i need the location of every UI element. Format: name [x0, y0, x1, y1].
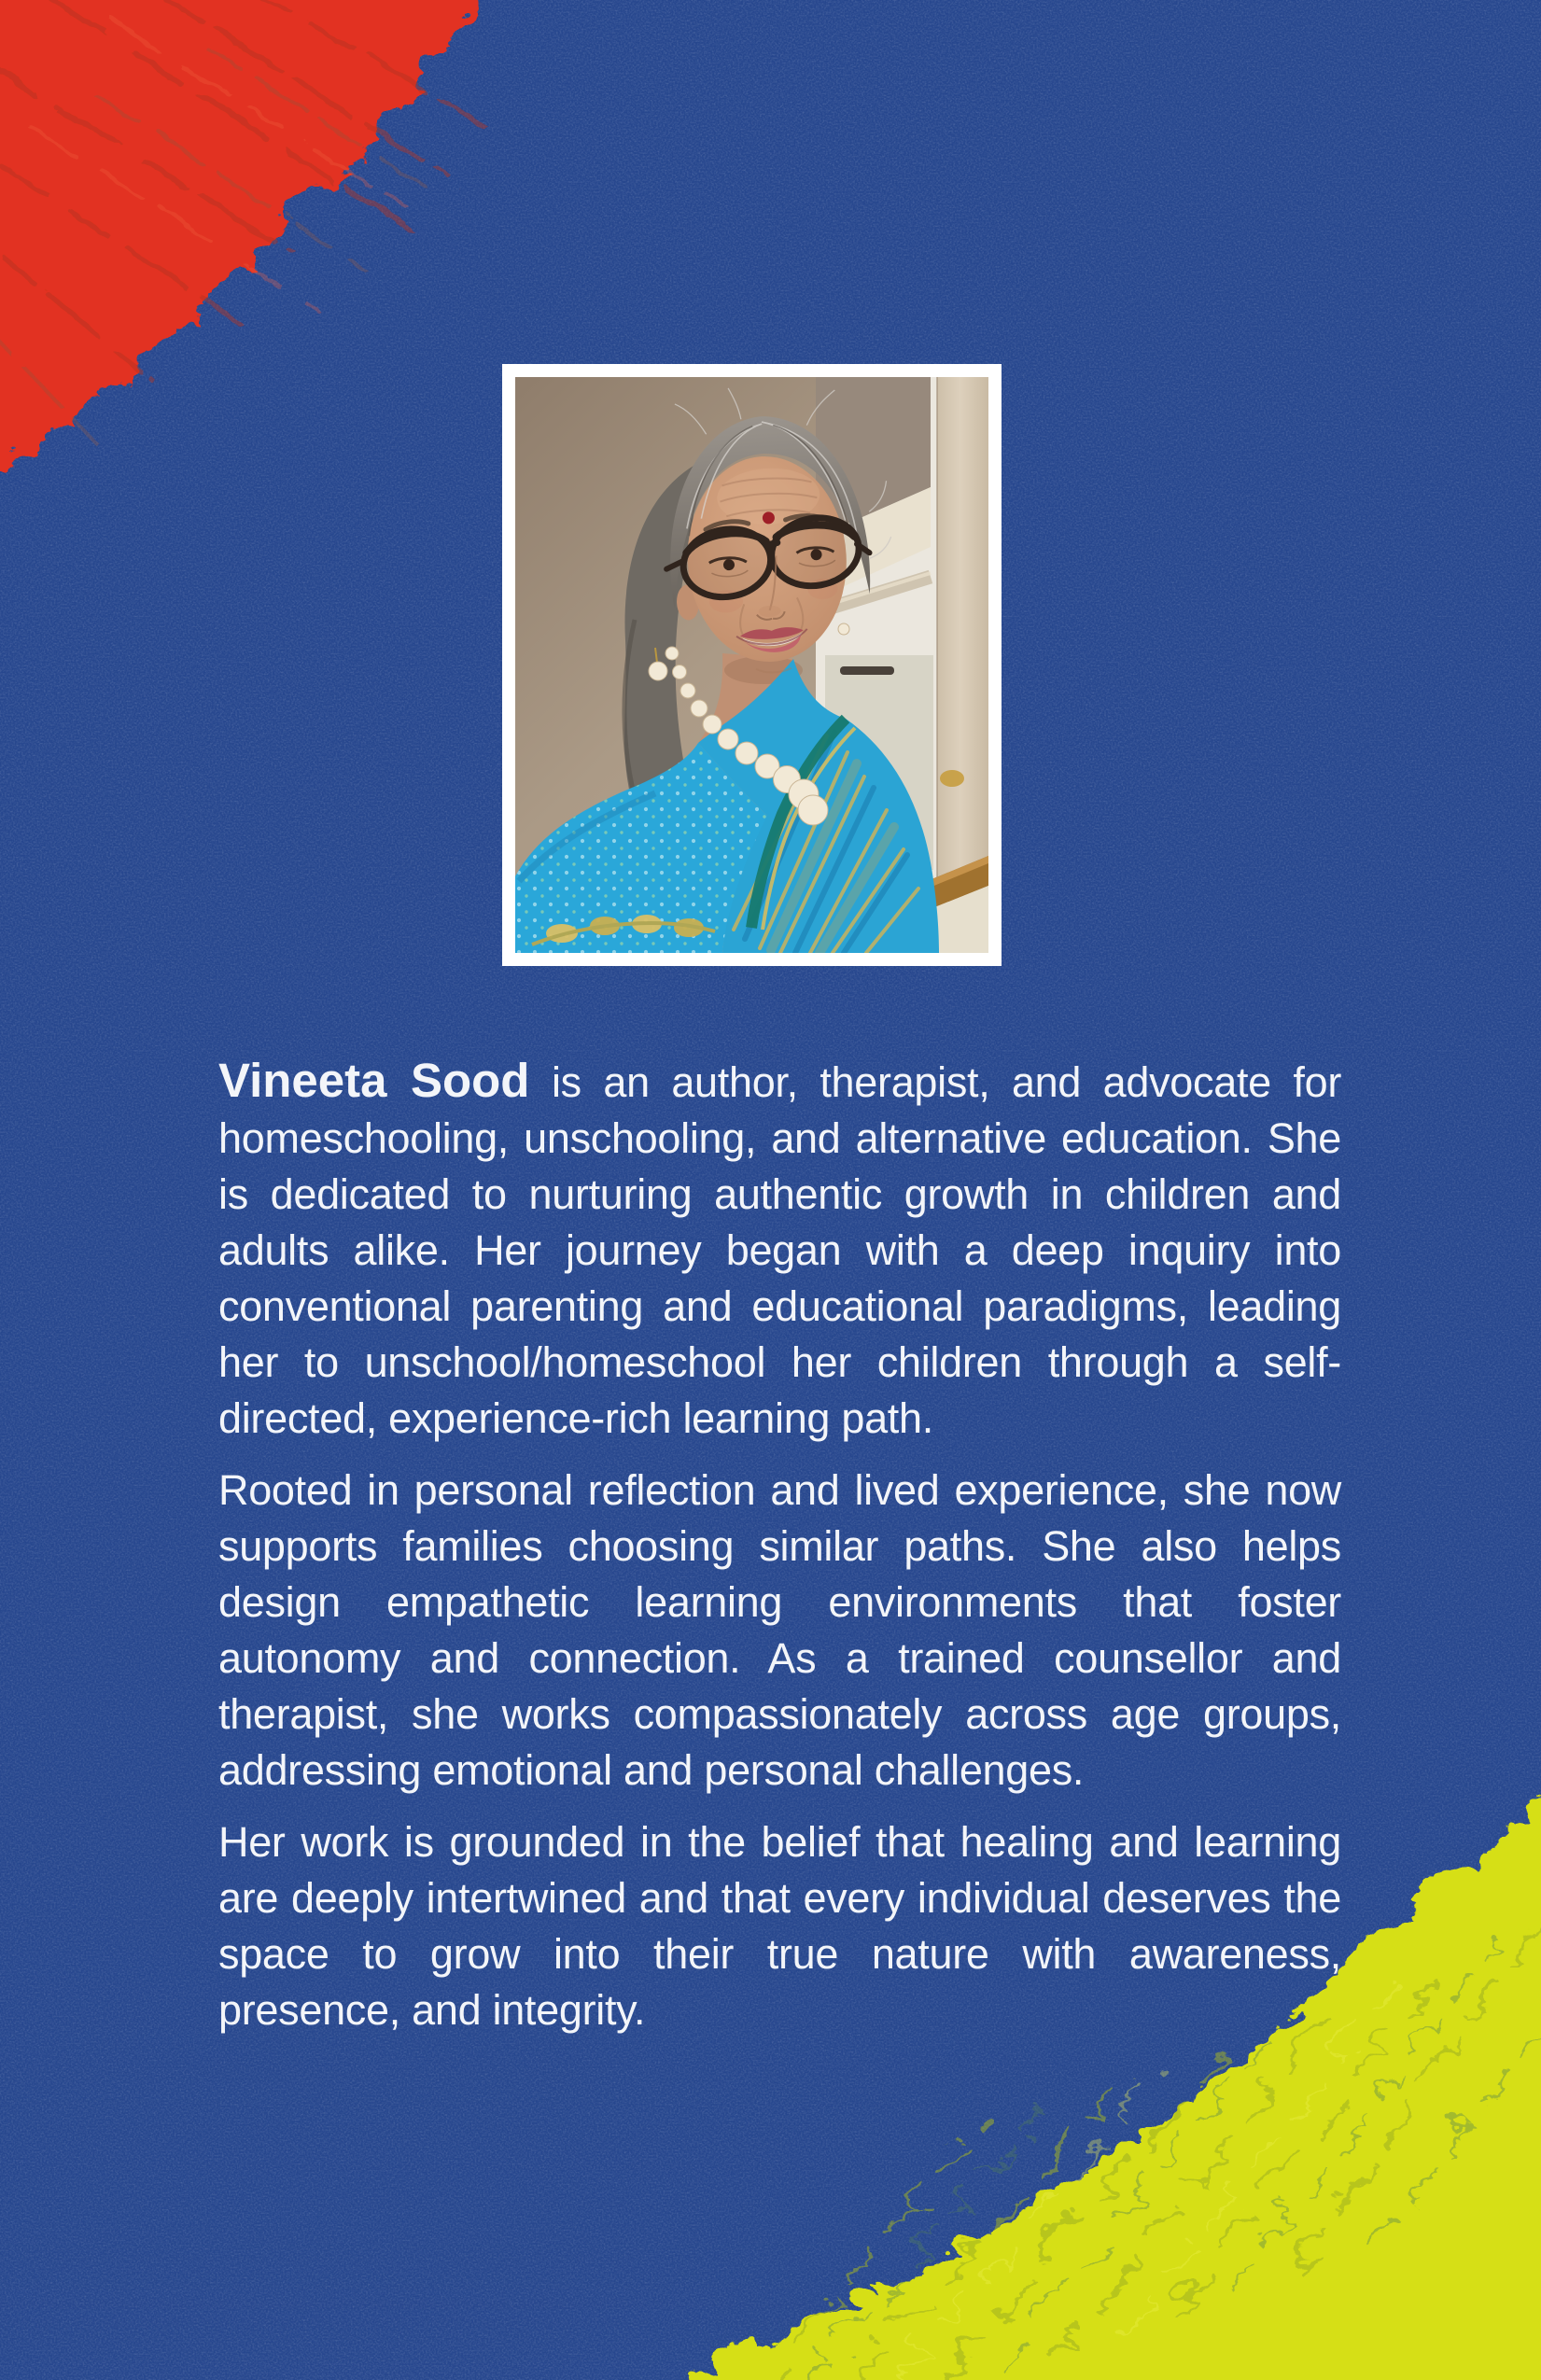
bio-paragraph-1 [218, 1053, 1341, 1447]
author-portrait-illustration [515, 377, 988, 953]
author-photo-frame [502, 364, 1002, 966]
bio-paragraph-3: Her work is grounded in the belief that healing and learning are deeply intertwined and that every individual deserves the space to grow into their true nature with awareness, presence, and integrity. [218, 1818, 1341, 2034]
bio-paragraph-2: Rooted in personal reflection and lived experience, she now supports families choosing similar paths. She also helps design empathetic learning environments that foster autonomy and connection. As a trained counsellor and therapist, she works compassionately across age groups, addressing emotional and personal challenges. [218, 1466, 1341, 1794]
author-bio [218, 1053, 1341, 2038]
bio-paragraph-1-text: is an author, therapist, and advocate for homeschooling, unschooling, and alternative education. She is dedicated to nurturing authentic growth in children and adults alike. Her journey began with a deep inquiry into conventional parenting and educational paradigms, leading her to unschool/homeschool her children through a self-directed, experience-rich learning path. [218, 1058, 1341, 1442]
author-name: Vineeta Sood [218, 1054, 530, 1107]
